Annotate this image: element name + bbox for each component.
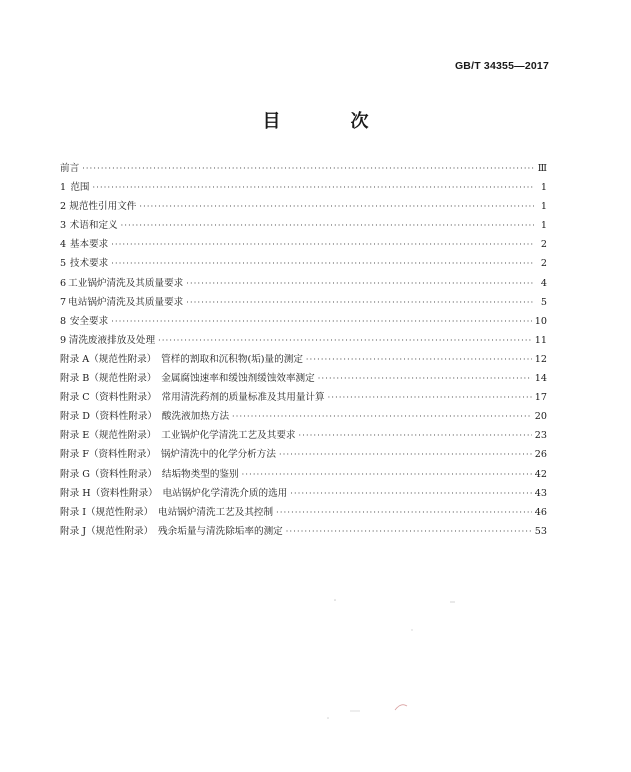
- toc-entry: [60, 504, 547, 523]
- toc-entry-number: 1: [60, 182, 67, 194]
- toc-entry-title: 基本要求: [69, 239, 109, 251]
- toc-entry: [60, 466, 547, 485]
- toc-dot-leader: [158, 336, 532, 345]
- toc-entry: [60, 198, 547, 217]
- toc-page-number: 23: [534, 430, 547, 442]
- toc-entry-title: 清洗废液排放及处理: [68, 334, 156, 346]
- toc-entry: [60, 255, 547, 274]
- toc-entry-title: 附录 B（规范性附录） 金属腐蚀速率和缓蚀剂缓蚀效率测定: [60, 373, 315, 385]
- toc-entry-title: 范围: [70, 182, 90, 194]
- toc-page-number: 2: [540, 258, 547, 270]
- toc-dot-leader: [328, 393, 532, 402]
- toc-entry: [60, 294, 547, 313]
- toc-dot-leader: [93, 183, 534, 192]
- toc-entry-number: 2: [60, 201, 67, 213]
- toc-page-number: 11: [534, 334, 547, 346]
- toc-dot-leader: [306, 355, 532, 364]
- toc-page-number: 10: [534, 315, 547, 327]
- toc-dot-leader: [290, 489, 532, 498]
- toc-entry: [60, 370, 547, 389]
- toc-dot-leader: [186, 279, 534, 288]
- toc-page-number: 5: [540, 296, 547, 308]
- toc-entry-title: 附录 H（资料性附录） 电站锅炉化学清洗介质的选用: [60, 487, 288, 499]
- toc-entry-number: 3: [60, 220, 67, 232]
- scan-artifact-marks: [300, 590, 480, 730]
- toc-page-number: 12: [534, 353, 547, 365]
- toc-entry: [60, 332, 547, 351]
- toc-page-number: 1: [540, 182, 547, 194]
- toc-page-number: 1: [540, 220, 547, 232]
- toc-entry-title: 附录 E（规范性附录） 工业锅炉化学清洗工艺及其要求: [60, 430, 296, 442]
- table-of-contents: [60, 160, 547, 542]
- toc-entry-title: 工业锅炉清洗及其质量要求: [68, 277, 184, 289]
- toc-entry: [60, 236, 547, 255]
- page-title: 目 次: [262, 111, 395, 132]
- toc-entry-number: 9: [60, 334, 67, 346]
- toc-entry: [60, 351, 547, 370]
- toc-entry: [60, 160, 547, 179]
- toc-entry-number: 7: [60, 296, 67, 308]
- toc-dot-leader: [82, 164, 534, 173]
- toc-entry: [60, 408, 547, 427]
- toc-entry-title: 规范性引用文件: [69, 201, 137, 213]
- toc-entry-title: 安全要求: [69, 315, 109, 327]
- toc-entry-title: 附录 F（资料性附录） 锅炉清洗中的化学分析方法: [60, 449, 276, 461]
- toc-entry: [60, 427, 547, 446]
- toc-entry: [60, 313, 547, 332]
- toc-entry: [60, 179, 547, 198]
- toc-page-number: 53: [534, 525, 547, 537]
- toc-dot-leader: [242, 470, 532, 479]
- toc-page-number: 1: [540, 201, 547, 213]
- toc-entry-title: 电站锅炉清洗及其质量要求: [68, 296, 184, 308]
- toc-dot-leader: [279, 450, 532, 459]
- toc-entry-title: 技术要求: [69, 258, 109, 270]
- toc-entry: [60, 446, 547, 465]
- toc-dot-leader: [121, 221, 534, 230]
- toc-entry-title: 术语和定义: [69, 220, 118, 232]
- toc-entry: [60, 523, 547, 542]
- toc-page-number: 14: [534, 373, 547, 385]
- toc-dot-leader: [139, 202, 534, 211]
- toc-entry-title: 附录 A（规范性附录） 管样的割取和沉积物(垢)量的测定: [60, 353, 303, 365]
- toc-entry-title: 附录 D（资料性附录） 酸洗液加热方法: [60, 411, 230, 423]
- toc-entry-title: 附录 I（规范性附录） 电站锅炉清洗工艺及其控制: [60, 506, 274, 518]
- toc-entry-number: 4: [60, 239, 67, 251]
- toc-entry: [60, 217, 547, 236]
- toc-entry: [60, 485, 547, 504]
- toc-dot-leader: [111, 317, 532, 326]
- toc-entry-title: 附录 C（资料性附录） 常用清洗药剂的质量标准及其用量计算: [60, 392, 325, 404]
- toc-dot-leader: [111, 259, 534, 268]
- toc-entry-number: 5: [60, 258, 67, 270]
- toc-entry: [60, 389, 547, 408]
- toc-page-number: Ⅲ: [537, 163, 547, 174]
- toc-entry-title: 前言: [60, 163, 80, 174]
- toc-entry-title: 附录 G（资料性附录） 结垢物类型的鉴别: [60, 468, 239, 480]
- toc-entry-title: 附录 J（规范性附录） 残余垢量与清洗除垢率的测定: [60, 525, 283, 537]
- standard-code: GB/T 34355—2017: [454, 60, 549, 72]
- toc-page-number: 17: [534, 392, 547, 404]
- toc-page-number: 42: [534, 468, 547, 480]
- toc-page-number: 4: [540, 277, 547, 289]
- toc-dot-leader: [318, 374, 532, 383]
- toc-page-number: 43: [534, 487, 547, 499]
- toc-page-number: 20: [534, 411, 547, 423]
- toc-entry-number: 8: [60, 315, 67, 327]
- toc-page-number: 2: [540, 239, 547, 251]
- toc-entry-number: 6: [60, 277, 67, 289]
- toc-entry: [60, 275, 547, 294]
- toc-dot-leader: [276, 508, 532, 517]
- toc-page-number: 26: [534, 449, 547, 461]
- toc-dot-leader: [186, 298, 534, 307]
- toc-dot-leader: [232, 412, 532, 421]
- toc-dot-leader: [286, 527, 532, 536]
- toc-dot-leader: [111, 240, 534, 249]
- toc-page-number: 46: [534, 506, 547, 518]
- toc-dot-leader: [299, 431, 532, 440]
